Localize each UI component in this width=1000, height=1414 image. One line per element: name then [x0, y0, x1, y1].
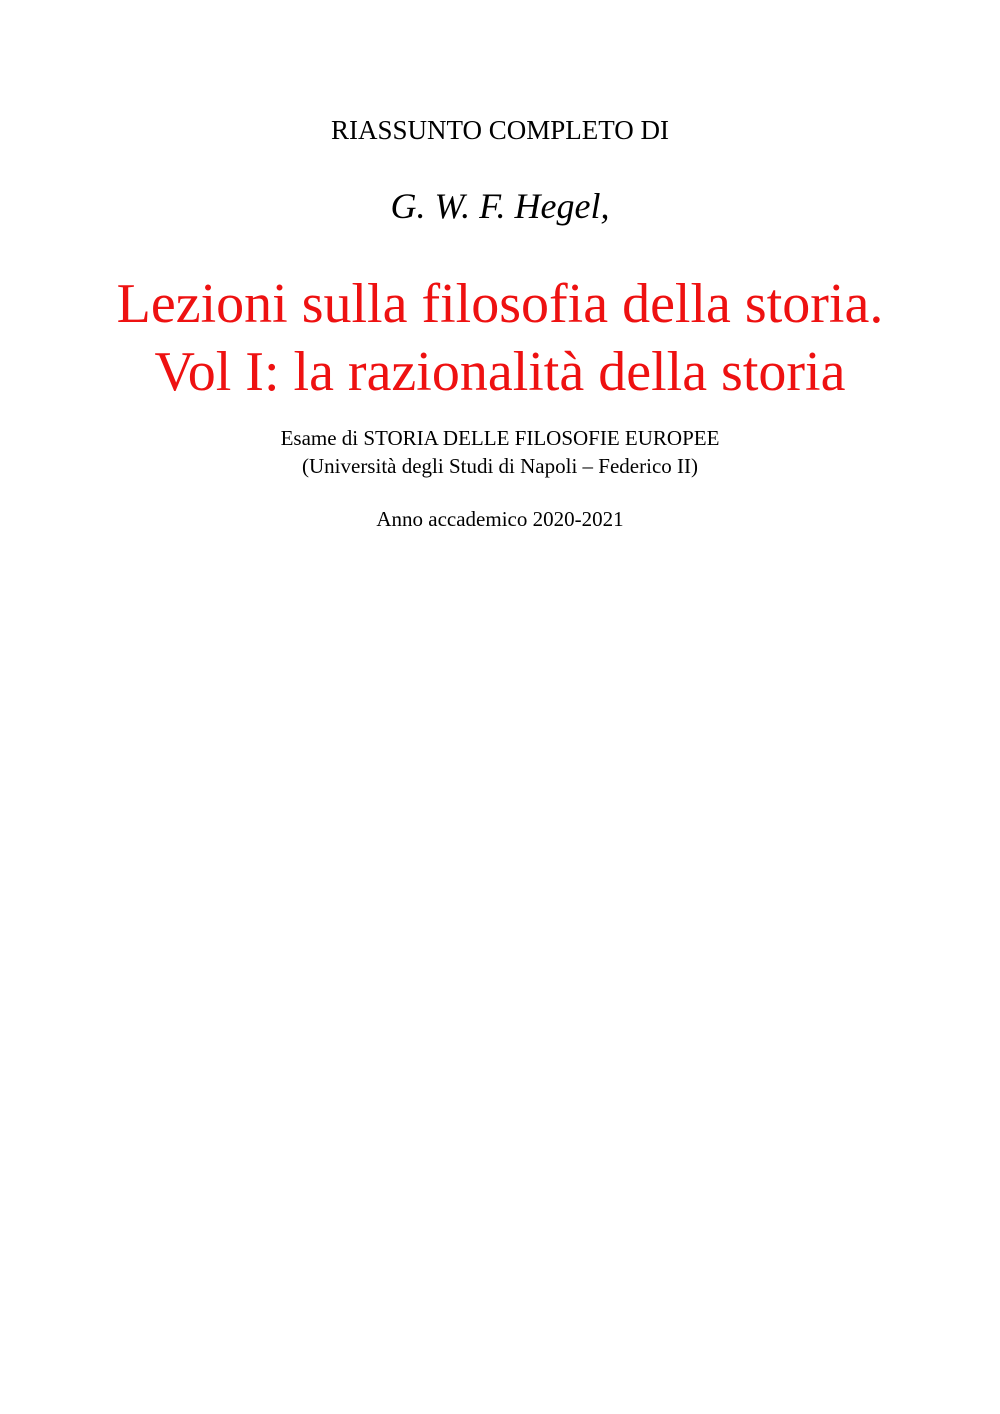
exam-subject: Esame di STORIA DELLE FILOSOFIE EUROPEE — [280, 426, 720, 450]
summary-kicker: RIASSUNTO COMPLETO DI — [330, 115, 670, 145]
university-name: (Università degli Studi di Napoli – Federico II) — [302, 454, 698, 478]
author-name: G. W. F. Hegel, — [390, 186, 610, 226]
academic-year: Anno accademico 2020-2021 — [376, 507, 624, 531]
work-title-line-1: Lezioni sulla filosofia della storia. — [116, 273, 884, 335]
work-title-line-2: Vol I: la razionalità della storia — [154, 341, 846, 403]
